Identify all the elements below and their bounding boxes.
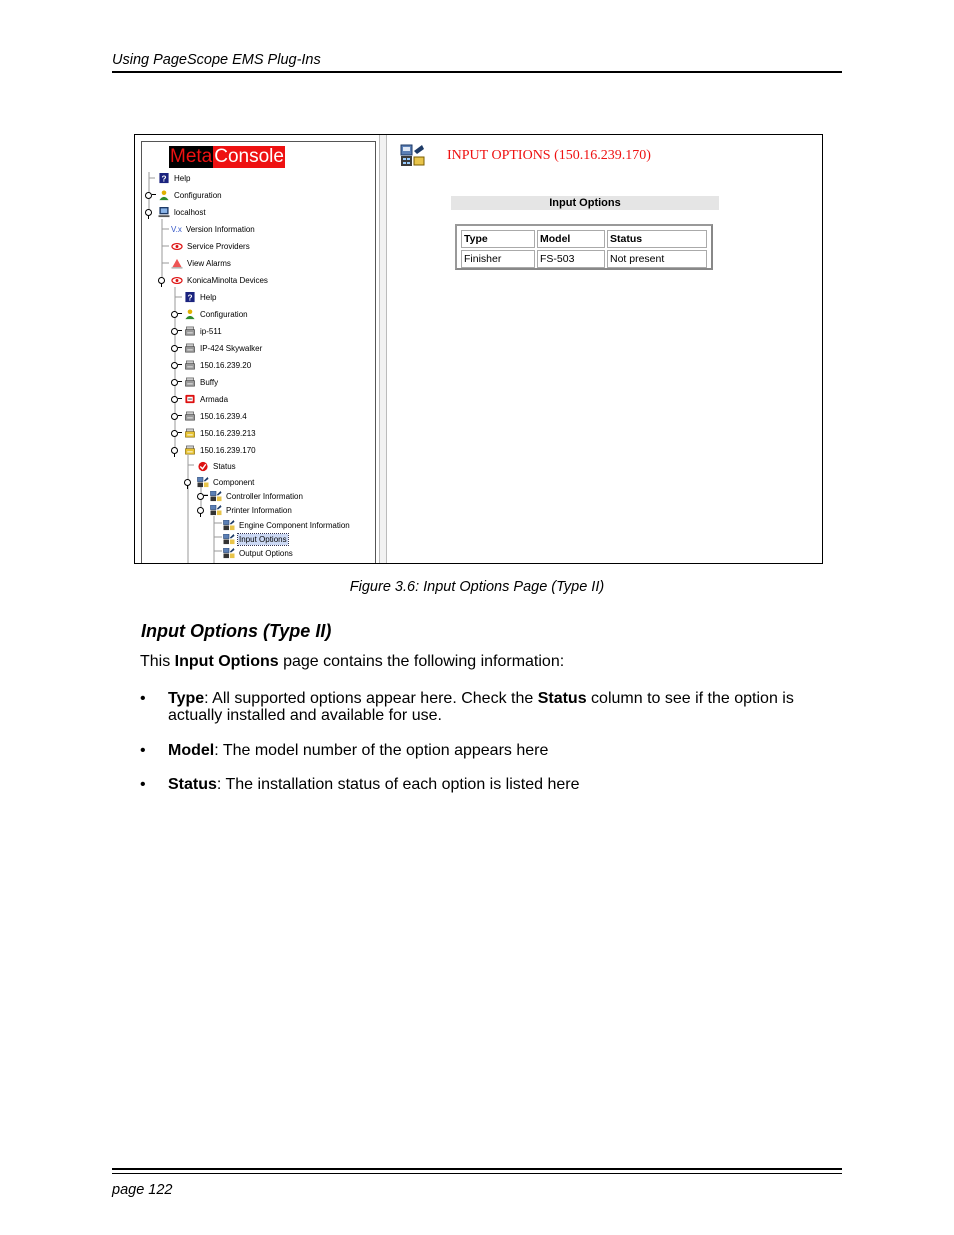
bullet-item (140, 776, 845, 793)
section-heading: Input Options (Type II) (141, 621, 332, 641)
navigation-tree-pane[interactable] (141, 141, 376, 564)
help-icon (158, 173, 170, 184)
intro-text: page contains the following information: (278, 653, 565, 670)
bullet-mark: • (140, 690, 146, 707)
tree-node[interactable] (158, 188, 223, 202)
table-header-cell: Status (607, 230, 707, 248)
bullet-item (140, 690, 845, 724)
bullet-text: column to see if the option is actually installed and available for use. (168, 690, 794, 724)
tree-node-label: Service Providers (187, 241, 250, 251)
bullet-term: Type (168, 690, 205, 707)
tree-node[interactable] (171, 256, 232, 270)
tree-node-label: 150.16.239.213 (200, 428, 256, 438)
tree-expand-toggle[interactable] (183, 478, 191, 486)
logo-console: Console (214, 146, 284, 167)
footer-rule (112, 1173, 842, 1174)
component-icon (223, 520, 235, 531)
component-icon (400, 143, 426, 167)
bullet-mark: • (140, 742, 146, 759)
tree-node[interactable] (223, 518, 351, 532)
tree-node-label: View Alarms (187, 258, 231, 268)
help-icon (184, 292, 196, 303)
bullet-mark: • (140, 776, 146, 793)
intro-paragraph (140, 653, 564, 671)
eye-icon (171, 241, 183, 252)
component-icon (223, 534, 235, 545)
tree-node[interactable] (171, 273, 269, 287)
logo-meta: Meta (170, 146, 213, 167)
tree-node-label: localhost (174, 207, 206, 217)
table-cell: Finisher (461, 250, 535, 268)
bullet-list (140, 690, 845, 793)
tree-node[interactable] (158, 205, 207, 219)
tree-node-label: 150.16.239.4 (200, 411, 247, 421)
tree-expand-toggle[interactable] (170, 412, 178, 420)
tree-node-label: Component (213, 477, 255, 487)
table-row (461, 250, 707, 268)
printer-icon (184, 411, 196, 422)
component-icon (223, 548, 235, 559)
tree-expand-toggle[interactable] (170, 446, 178, 454)
tree-node-label: KonicaMinolta Devices (187, 275, 268, 285)
bullet-text: : The installation status of each option is listed here (216, 776, 580, 793)
svg-text:?: ? (161, 173, 167, 183)
table-cell: FS-503 (537, 250, 605, 268)
tree-expand-toggle[interactable] (170, 327, 178, 335)
tree-node-label: Configuration (174, 190, 222, 200)
table-header-cell: Type (461, 230, 535, 248)
bullet-text: : The model number of the option appears here (214, 742, 549, 759)
tree-node-label: Version Information (185, 224, 255, 234)
tree-expand-toggle[interactable] (170, 344, 178, 352)
tree-node[interactable] (210, 503, 293, 517)
tree-expand-toggle[interactable] (196, 492, 204, 500)
tree-node[interactable] (223, 546, 294, 560)
tree-node[interactable] (184, 358, 252, 372)
input-options-table (459, 228, 709, 270)
tree-node-label: Armada (200, 394, 229, 404)
tree-node-label: Controller Information (226, 491, 303, 501)
content-pane (387, 135, 822, 563)
tree-node[interactable] (184, 392, 229, 406)
tree-node-label: Printer Information (226, 505, 292, 515)
section-title-bar: Input Options (451, 196, 719, 210)
tree-expand-toggle[interactable] (196, 506, 204, 514)
tree-node[interactable] (171, 239, 251, 253)
tree-expand-toggle[interactable] (170, 378, 178, 386)
page-title: INPUT OPTIONS (150.16.239.170) (447, 148, 651, 163)
printer-alert-icon (184, 394, 196, 405)
header-rule (112, 71, 842, 73)
component-icon (210, 491, 222, 502)
tree-node[interactable] (184, 426, 257, 440)
tree-expand-toggle[interactable] (170, 361, 178, 369)
tree-node-label: Help (174, 173, 191, 183)
screenshot-figure (134, 134, 823, 564)
tree-node-label: 150.16.239.170 (200, 445, 256, 455)
figure-caption: Figure 3.6: Input Options Page (Type II) (349, 579, 605, 595)
split-pane-divider[interactable] (379, 135, 387, 563)
tree-node-label: 150.16.239.20 (200, 360, 252, 370)
printer-icon (184, 360, 196, 371)
tree-node[interactable] (197, 459, 237, 473)
page-number: page 122 (112, 1182, 173, 1198)
tree-node-label: Buffy (200, 377, 219, 387)
version-icon: V.x (171, 224, 182, 234)
tree-node-label: Input Options (239, 534, 287, 544)
footer-rule (112, 1168, 842, 1170)
tree-expand-toggle[interactable] (170, 429, 178, 437)
table-cell: Not present (607, 250, 707, 268)
tree-expand-toggle[interactable] (170, 310, 178, 318)
intro-text: This (140, 653, 175, 670)
intro-bold: Input Options (174, 653, 279, 670)
running-header: Using PageScope EMS Plug-Ins (112, 52, 321, 68)
tree-expand-toggle[interactable] (170, 395, 178, 403)
component-icon (210, 505, 222, 516)
printer-warning-icon (184, 428, 196, 439)
svg-text:?: ? (187, 292, 193, 302)
printer-warning-icon (184, 445, 196, 456)
tree-node[interactable] (184, 307, 249, 321)
bullet-term: Status (168, 776, 217, 793)
printer-icon (184, 326, 196, 337)
tree-node[interactable] (184, 443, 257, 457)
tree-expand-toggle[interactable] (157, 276, 165, 284)
tree-node[interactable] (184, 409, 248, 423)
tree-node[interactable] (184, 341, 263, 355)
tree-node[interactable] (158, 171, 191, 185)
alarm-icon (171, 258, 183, 269)
status-icon (197, 461, 209, 472)
bullet-term: Model (168, 742, 215, 759)
tree-node-label: Help (200, 292, 217, 302)
tree-node[interactable] (184, 324, 223, 338)
table-header-cell: Model (537, 230, 605, 248)
component-icon (197, 477, 209, 488)
tree-node-label: Output Options (239, 548, 293, 558)
tree-expand-toggle[interactable] (144, 191, 152, 199)
configuration-icon (158, 190, 170, 201)
tree-node-label: Configuration (200, 309, 248, 319)
tree-node[interactable] (197, 475, 255, 489)
tree-node[interactable] (223, 532, 288, 546)
bullet-bold: Status (537, 690, 587, 707)
tree-node[interactable] (171, 222, 256, 236)
printer-icon (184, 377, 196, 388)
tree-node[interactable] (184, 290, 217, 304)
tree-node-label: Status (213, 461, 236, 471)
tree-node-label: IP-424 Skywalker (200, 343, 263, 353)
bullet-text: : All supported options appear here. Check the (204, 690, 538, 707)
tree-expand-toggle[interactable] (144, 208, 152, 216)
eye-icon (171, 275, 183, 286)
table-header-row (461, 230, 707, 248)
bullet-item (140, 742, 845, 759)
computer-icon (158, 207, 170, 218)
tree-node[interactable] (210, 489, 304, 503)
configuration-icon (184, 309, 196, 320)
tree-node-label: Engine Component Information (239, 520, 350, 530)
tree-node-label: ip-511 (200, 326, 222, 336)
printer-icon (184, 343, 196, 354)
input-options-table-frame (455, 224, 713, 270)
tree-node[interactable] (184, 375, 219, 389)
